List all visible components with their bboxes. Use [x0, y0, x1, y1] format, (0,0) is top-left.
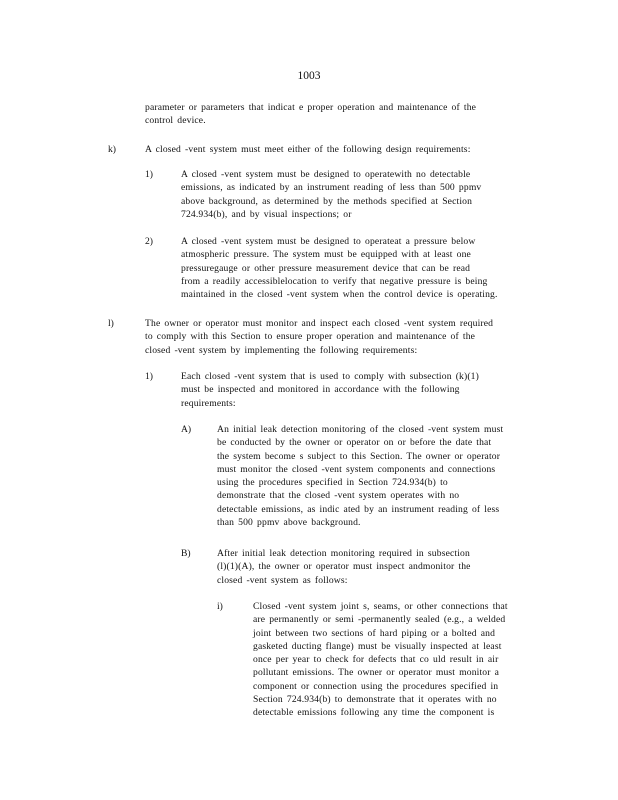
subitem-label-B: B): [181, 548, 191, 559]
text-line: pressuregauge or other pressure measurement device that can be read: [181, 262, 471, 274]
text-line: demonstrate that the closed -vent system operates with no: [217, 490, 460, 502]
text-line: component or connection using the procedures specified in: [253, 680, 499, 692]
text-line: An initial leak detection monitoring of the closed -vent system must: [217, 424, 504, 435]
text-line: parameter or parameters that indicat e proper operation and maintenance of the: [145, 102, 477, 113]
text-line: requirements:: [181, 397, 236, 409]
text-line: The owner or operator must monitor and inspect each closed -vent system required: [145, 318, 494, 329]
subitem-B-text: [217, 547, 522, 587]
item-k2-text: [181, 235, 531, 301]
item-label-k1: 1): [145, 169, 153, 180]
text-line: control device.: [145, 115, 206, 127]
page-number: 1003: [297, 70, 321, 82]
text-line: 724.934(b), and by visual inspections; or: [181, 208, 352, 220]
text-line: maintained in the closed -vent system when the control device is operating.: [181, 289, 498, 301]
text-line: from a readily accessiblelocation to verify that negative pressure is being: [181, 275, 488, 287]
continuation-paragraph: [145, 101, 522, 128]
text-line: detectable emissions, as indic ated by an instrument reading of less: [217, 503, 500, 515]
text-line: joint between two sections of hard piping or a bolted and: [253, 627, 496, 639]
text-line: are permanently or semi -permanently sealed (e.g., a welded: [253, 614, 506, 626]
subitem-A-text: [217, 423, 538, 529]
text-line: Each closed -vent system that is used to comply with subsection (k)(1): [181, 371, 479, 382]
text-line: atmospheric pressure. The system must be equipped with at least one: [181, 249, 471, 261]
text-line: the system become s subject to this Section. The owner or operator: [217, 450, 501, 462]
text-line: Section 724.934(b) to demonstrate that it operates with no: [253, 694, 497, 706]
subitem-label-A: A): [181, 424, 192, 435]
text-line: Closed -vent system joint s, seams, or other connections that: [253, 601, 508, 612]
text-line: must monitor the closed -vent system components and connections: [217, 463, 496, 475]
section-l-intro: [145, 317, 535, 357]
item-label-k2: 2): [145, 236, 153, 247]
text-line: After initial leak detection monitoring required in subsection: [217, 548, 470, 559]
text-line: emissions, as indicated by an instrument reading of less than 500 ppmv: [181, 182, 482, 194]
text-line: above background, as determined by the methods specified at Section: [181, 195, 473, 207]
subsubitem-i-text: [253, 600, 538, 720]
text-line: must be inspected and monitored in accordance with the following: [181, 384, 460, 396]
text-line: (l)(1)(A), the owner or operator must inspect andmonitor the: [217, 561, 471, 573]
text-line: A closed -vent system must be designed to operatewith no detectable: [181, 169, 471, 180]
subsubitem-label-i: i): [217, 601, 223, 612]
item-label-l1: 1): [145, 371, 153, 382]
text-line: than 500 ppmv above background.: [217, 517, 361, 529]
text-line: A closed -vent system must be designed to operateat a pressure below: [181, 236, 476, 247]
text-line: pollutant emissions. The owner or operator must monitor a: [253, 667, 500, 679]
text-line: be conducted by the owner or operator on or before the date that: [217, 437, 492, 449]
item-k1-text: [181, 168, 522, 221]
text-line: to comply with this Section to ensure proper operation and maintenance of the: [145, 331, 476, 343]
text-line: detectable emissions following any time the component is: [253, 707, 495, 719]
section-label-l: l): [108, 318, 114, 329]
item-l1-text: [181, 370, 522, 410]
text-line: once per year to check for defects that co uld result in air: [253, 654, 499, 666]
section-k-intro: [145, 143, 522, 156]
text-line: gasketed ducting flange) must be visually inspected at least: [253, 640, 502, 652]
text-line: A closed -vent system must meet either of the following design requirements:: [145, 144, 471, 155]
text-line: closed -vent system as follows:: [217, 574, 348, 586]
text-line: closed -vent system by implementing the following requirements:: [145, 344, 418, 356]
section-label-k: k): [108, 144, 116, 155]
text-line: using the procedures specified in Section 724.934(b) to: [217, 477, 448, 489]
